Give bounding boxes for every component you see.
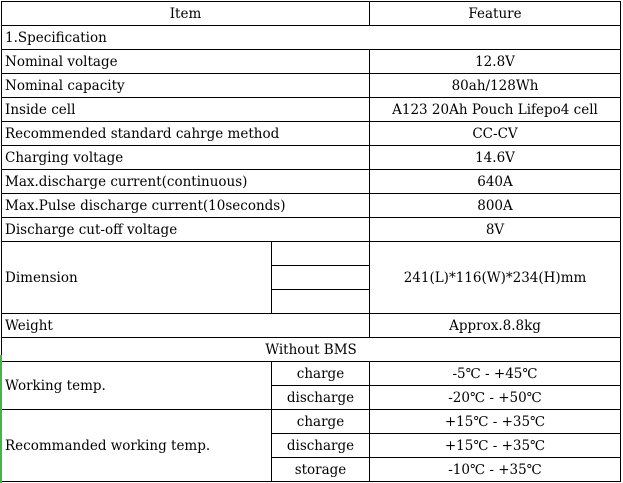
header-feature[interactable]: Feature [370,2,621,26]
recommended-temp-row [2,410,621,434]
table-row [2,194,621,218]
working-discharge-value[interactable]: -20℃ - +50℃ [370,386,621,410]
row-label[interactable]: Discharge cut-off voltage [2,218,370,242]
header-item[interactable]: Item [2,2,370,26]
dimension-value[interactable]: 241(L)*116(W)*234(H)mm [370,242,621,314]
row-value[interactable]: 8V [370,218,621,242]
recommended-temp-label[interactable]: Recommanded working temp. [2,410,272,482]
dimension-subcell-empty[interactable] [272,266,370,290]
row-label[interactable]: Max.Pulse discharge current(10seconds) [2,194,370,218]
weight-value[interactable]: Approx.8.8kg [370,314,621,338]
recommended-charge-label[interactable]: charge [272,410,370,434]
row-value[interactable]: 800A [370,194,621,218]
recommended-discharge-label[interactable]: discharge [272,434,370,458]
recommended-discharge-value[interactable]: +15℃ - +35℃ [370,434,621,458]
table-row [2,74,621,98]
header-row [2,2,621,26]
working-charge-value[interactable]: -5℃ - +45℃ [370,362,621,386]
dimension-subcell-empty[interactable] [272,290,370,314]
weight-row [2,314,621,338]
working-temp-label[interactable]: Working temp. [2,362,272,410]
row-label[interactable]: Recommended standard cahrge method [2,122,370,146]
row-value[interactable]: A123 20Ah Pouch Lifepo4 cell [370,98,621,122]
row-label[interactable]: Nominal capacity [2,74,370,98]
row-label[interactable]: Nominal voltage [2,50,370,74]
working-temp-row [2,362,621,386]
row-label[interactable]: Max.discharge current(continuous) [2,170,370,194]
weight-label[interactable]: Weight [2,314,370,338]
recommended-storage-value[interactable]: -10℃ - +35℃ [370,458,621,482]
table-row [2,146,621,170]
section-without-bms[interactable]: Without BMS [2,338,621,362]
table-row [2,98,621,122]
dimension-subcell-empty[interactable] [272,242,370,266]
table-row [2,218,621,242]
row-value[interactable]: 14.6V [370,146,621,170]
row-value[interactable]: 80ah/128Wh [370,74,621,98]
section-specification[interactable]: 1.Specification [2,26,621,50]
row-value[interactable]: 12.8V [370,50,621,74]
recommended-charge-value[interactable]: +15℃ - +35℃ [370,410,621,434]
dimension-row [2,242,621,266]
table-row [2,170,621,194]
table-row [2,122,621,146]
section-row [2,338,621,362]
dimension-label[interactable]: Dimension [2,242,272,314]
working-discharge-label[interactable]: discharge [272,386,370,410]
working-charge-label[interactable]: charge [272,362,370,386]
row-value[interactable]: 640A [370,170,621,194]
table-row [2,50,621,74]
cell-selection-marker [0,355,2,483]
section-row [2,26,621,50]
row-value[interactable]: CC-CV [370,122,621,146]
row-label[interactable]: Charging voltage [2,146,370,170]
row-label[interactable]: Inside cell [2,98,370,122]
specification-table [1,1,621,482]
recommended-storage-label[interactable]: storage [272,458,370,482]
